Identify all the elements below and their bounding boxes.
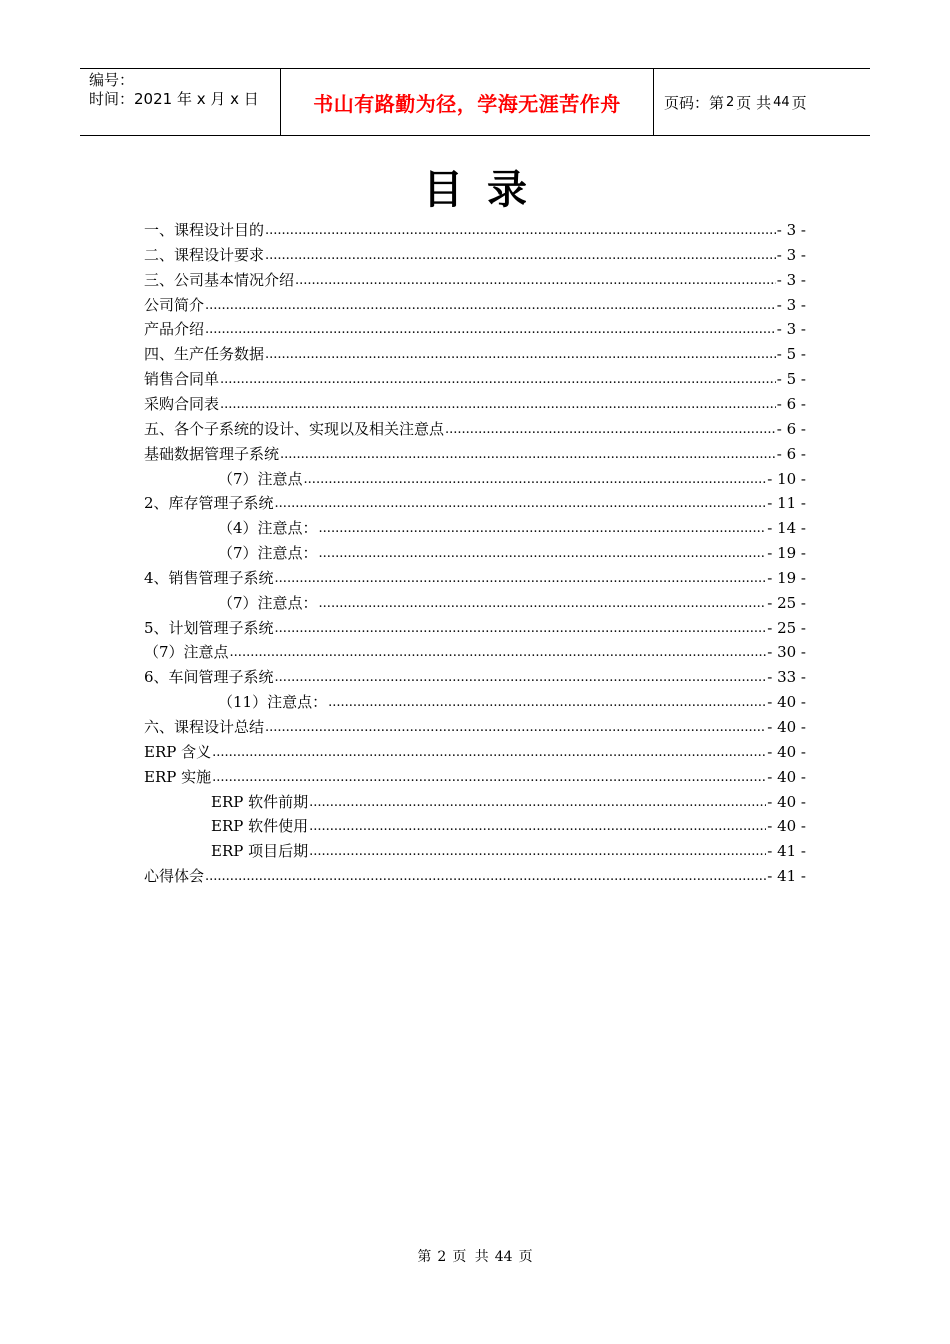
- header-page-cell: [654, 69, 870, 135]
- toc-entry[interactable]: [144, 315, 806, 339]
- toc-entry[interactable]: [144, 862, 806, 886]
- toc-entry-label: 四、生产任务数据: [144, 345, 265, 364]
- toc-leader-dots: [205, 868, 766, 886]
- toc-entry-label: 产品介绍: [144, 320, 205, 339]
- toc-entry-label: 销售合同单: [144, 370, 220, 389]
- footer-mid: 页 共: [452, 1249, 489, 1265]
- header-slogan-cell: [281, 69, 654, 135]
- toc-entry-label: ERP 项目后期: [211, 842, 309, 861]
- header-page-prefix: 页码：第: [664, 93, 725, 112]
- toc-entry-label: 基础数据管理子系统: [144, 444, 280, 463]
- toc-entry[interactable]: [144, 415, 806, 439]
- toc-entry-label: （7）注意点: [218, 469, 303, 488]
- toc-entry-label: 二、课程设计要求: [144, 245, 265, 264]
- footer-total: 44: [494, 1249, 513, 1265]
- header-page-current: 2: [726, 94, 735, 110]
- toc-leader-dots: [265, 247, 776, 265]
- toc-entry-label: 采购合同表: [144, 394, 220, 413]
- document-header: [80, 68, 870, 136]
- header-slogan: 书山有路勤为径，学海无涯苦作舟: [313, 91, 621, 116]
- document-time-label: 时间：2021 年 x 月 x 日: [89, 90, 259, 108]
- toc-entry[interactable]: [211, 812, 806, 836]
- toc-entry-page: - 40 -: [767, 792, 806, 811]
- toc-entry[interactable]: [211, 788, 806, 812]
- toc-entry-page: - 19 -: [767, 568, 806, 587]
- toc-entry[interactable]: [144, 614, 806, 638]
- toc-entry-label: ERP 实施: [144, 767, 212, 786]
- toc-leader-dots: [309, 794, 766, 812]
- toc-entry-label: 一、课程设计目的: [144, 221, 265, 239]
- toc-leader-dots: [230, 644, 767, 662]
- toc-entry[interactable]: [144, 216, 806, 240]
- toc-entry-label: 6、车间管理子系统: [144, 668, 274, 687]
- toc-leader-dots: [304, 471, 767, 489]
- toc-entry[interactable]: [211, 837, 806, 861]
- toc-entry[interactable]: [218, 688, 806, 712]
- toc-entry[interactable]: [144, 489, 806, 513]
- toc-entry-page: - 6 -: [776, 394, 806, 413]
- header-page-mid: 页 共: [736, 93, 772, 112]
- toc-entry[interactable]: [144, 291, 806, 315]
- toc-entry[interactable]: [218, 539, 806, 563]
- toc-entry-label: （11）注意点：: [218, 693, 328, 712]
- toc-entry-page: - 25 -: [767, 618, 806, 637]
- toc-leader-dots: [220, 396, 776, 414]
- toc-leader-dots: [275, 620, 767, 638]
- header-page-suffix: 页: [791, 93, 807, 112]
- toc-entry-page: - 25 -: [767, 593, 806, 612]
- header-info-cell: [80, 69, 281, 135]
- toc-leader-dots: [265, 222, 776, 240]
- toc-entry[interactable]: [144, 738, 806, 762]
- toc-entry-page: - 3 -: [776, 295, 806, 314]
- toc-leader-dots: [445, 421, 776, 439]
- toc-entry[interactable]: [218, 465, 806, 489]
- toc-leader-dots: [328, 694, 766, 712]
- toc-entry-label: 公司简介: [144, 295, 205, 314]
- toc-leader-dots: [319, 545, 767, 563]
- toc-entry[interactable]: [144, 763, 806, 787]
- toc-entry-page: - 6 -: [776, 419, 806, 438]
- toc-leader-dots: [319, 595, 767, 613]
- toc-entry[interactable]: [144, 340, 806, 364]
- toc-entry[interactable]: [144, 663, 806, 687]
- toc-entry-page: - 40 -: [767, 742, 806, 761]
- page-footer: [0, 1246, 950, 1266]
- document-number-label: 编号：: [89, 71, 135, 89]
- footer-prefix: 第: [417, 1249, 432, 1265]
- toc-entry-page: - 3 -: [776, 245, 806, 264]
- toc-leader-dots: [212, 744, 766, 762]
- toc-entry-label: ERP 软件使用: [211, 817, 309, 836]
- toc-leader-dots: [205, 321, 776, 339]
- toc-entry-page: - 5 -: [776, 345, 806, 364]
- toc-entry-page: - 41 -: [767, 867, 806, 886]
- toc-leader-dots: [275, 669, 767, 687]
- toc-entry-label: （7）注意点: [144, 643, 229, 662]
- toc-entry[interactable]: [144, 638, 806, 662]
- toc-leader-dots: [280, 446, 776, 464]
- toc-entry-label: ERP 含义: [144, 742, 212, 761]
- toc-entry-page: - 3 -: [776, 270, 806, 289]
- toc-entry-page: - 40 -: [767, 693, 806, 712]
- toc-entry[interactable]: [218, 514, 806, 538]
- toc-entry[interactable]: [144, 241, 806, 265]
- toc-leader-dots: [319, 520, 767, 538]
- toc-leader-dots: [205, 297, 776, 315]
- toc-leader-dots: [275, 570, 767, 588]
- toc-leader-dots: [265, 346, 776, 364]
- toc-entry-page: - 30 -: [767, 643, 806, 662]
- toc-entry-page: - 10 -: [767, 469, 806, 488]
- toc-entry-label: （4）注意点：: [218, 519, 318, 538]
- toc-title: 目录: [423, 167, 551, 213]
- toc-entry-label: 心得体会: [144, 867, 205, 886]
- toc-entry-label: 5、计划管理子系统: [144, 618, 274, 637]
- toc-entry-label: 五、各个子系统的设计、实现以及相关注意点: [144, 419, 445, 438]
- toc-entry-page: - 40 -: [767, 817, 806, 836]
- toc-entry-page: - 41 -: [767, 842, 806, 861]
- toc-entry[interactable]: [144, 365, 806, 389]
- toc-entry-page: - 40 -: [767, 718, 806, 736]
- toc-entry-label: ERP 软件前期: [211, 792, 309, 811]
- toc-entry-page: - 33 -: [767, 668, 806, 687]
- toc-leader-dots: [309, 843, 766, 861]
- toc-entry-page: - 19 -: [767, 544, 806, 563]
- footer-suffix: 页: [518, 1249, 533, 1265]
- toc-entry[interactable]: [144, 564, 806, 588]
- toc-entry[interactable]: [218, 589, 806, 613]
- toc-leader-dots: [265, 719, 766, 737]
- toc-leader-dots: [295, 272, 776, 290]
- toc-leader-dots: [275, 495, 767, 513]
- toc-entry-label: 2、库存管理子系统: [144, 494, 274, 513]
- toc-leader-dots: [220, 371, 776, 389]
- toc-entry-label: （7）注意点：: [218, 593, 318, 612]
- toc-entry-page: - 3 -: [776, 221, 806, 239]
- footer-current: 2: [437, 1249, 447, 1265]
- toc-entry-page: - 5 -: [776, 370, 806, 389]
- toc-entry-page: - 6 -: [776, 444, 806, 463]
- toc-entry-label: 4、销售管理子系统: [144, 568, 274, 587]
- toc-leader-dots: [212, 769, 766, 787]
- toc-entry-label: （7）注意点：: [218, 544, 318, 563]
- toc-entry[interactable]: [144, 266, 806, 290]
- toc-entry-page: - 11 -: [767, 494, 806, 513]
- toc-entry-page: - 14 -: [767, 519, 806, 538]
- toc-leader-dots: [309, 818, 766, 836]
- toc-entry-page: - 40 -: [767, 767, 806, 786]
- toc-entry-label: 六、课程设计总结: [144, 718, 265, 736]
- toc-entry[interactable]: [144, 440, 806, 464]
- toc-entry[interactable]: [144, 713, 806, 737]
- header-page-total: 44: [773, 94, 790, 110]
- toc-entry[interactable]: [144, 390, 806, 414]
- toc-entry-label: 三、公司基本情况介绍: [144, 270, 295, 289]
- toc-entry-page: - 3 -: [776, 320, 806, 339]
